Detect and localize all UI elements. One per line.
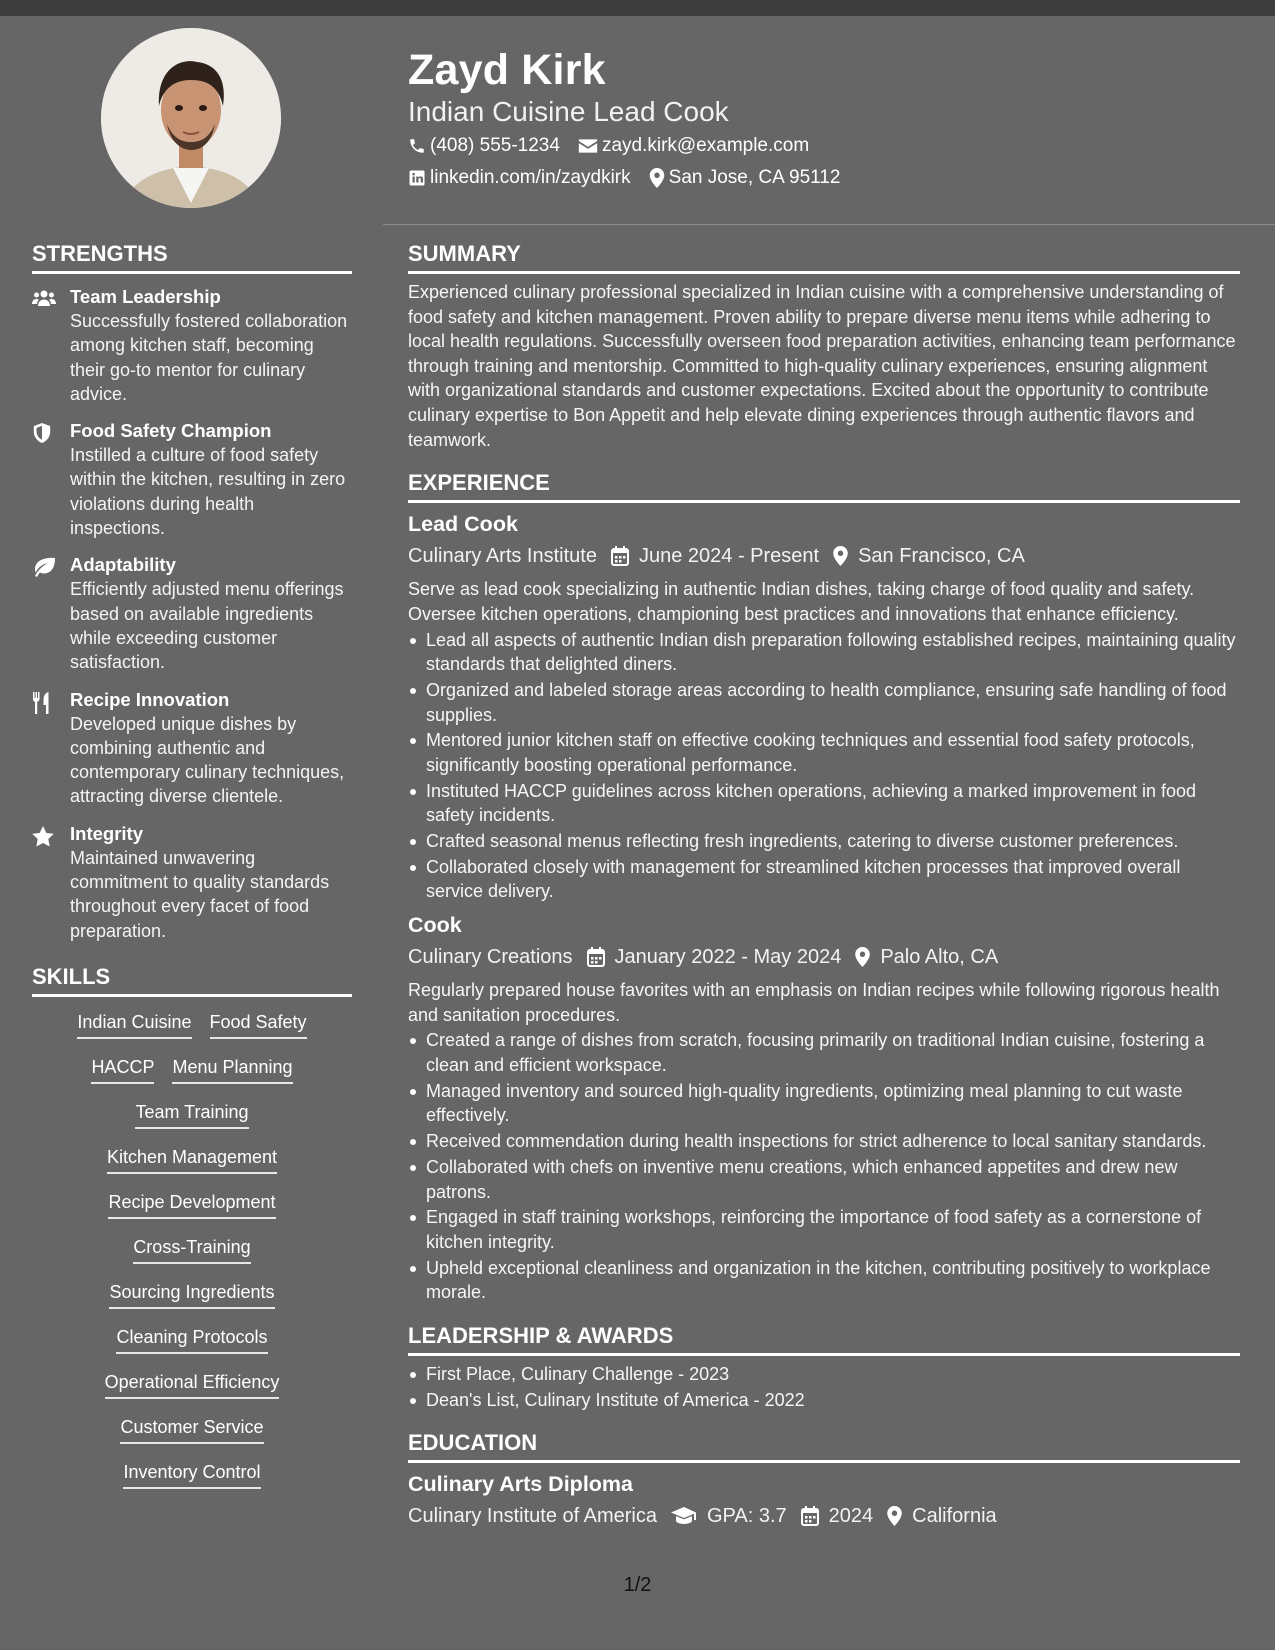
email-text: zayd.kirk@example.com <box>601 135 810 156</box>
strengths-heading: STRENGTHS <box>32 239 352 274</box>
shield-icon <box>32 423 52 443</box>
list-item: Instituted HACCP guidelines across kitchen operations, achieving a marked improvement in food safety incidents. <box>426 779 1240 828</box>
linkedin-icon <box>408 169 426 187</box>
list-item: Organized and labeled storage areas according to health compliance, ensuring safe handling of food supplies. <box>426 678 1240 727</box>
skills-list <box>32 1009 352 1504</box>
calendar-icon <box>611 546 629 566</box>
header-divider <box>383 224 1275 225</box>
list-item: Managed inventory and sourced high-quality ingredients, optimizing meal planning to cut waste effectively. <box>426 1079 1240 1128</box>
phone-contact[interactable] <box>408 133 560 159</box>
location-contact <box>649 165 841 191</box>
strength-item <box>32 822 352 943</box>
map-pin-icon <box>649 168 665 188</box>
skill-tag: Operational Efficiency <box>105 1369 280 1399</box>
star-icon <box>32 826 54 847</box>
skill-tag: Kitchen Management <box>107 1144 277 1174</box>
list-item: Collaborated with chefs on inventive menu creations, which enhanced appetites and drew new patrons. <box>426 1155 1240 1204</box>
job-meta <box>408 541 1240 571</box>
job-role: Lead Cook <box>408 512 518 537</box>
skill-tag: Inventory Control <box>123 1459 260 1489</box>
list-item: Mentored junior kitchen staff on effective cooking techniques and essential food safety protocols, significantly boosting operational performance. <box>426 728 1240 777</box>
contact-row-2 <box>408 165 858 191</box>
list-item: First Place, Culinary Challenge - 2023 <box>426 1362 1240 1387</box>
job-description: Regularly prepared house favorites with an emphasis on Indian recipes while following rigorous health and sanitation procedures. <box>408 980 1220 1025</box>
strength-description: Developed unique dishes by combining authentic and contemporary culinary techniques, attracting diverse clientele. <box>70 713 345 807</box>
job-title: Indian Cuisine Lead Cook <box>408 96 729 127</box>
skill-tag: Cleaning Protocols <box>116 1324 267 1354</box>
profile-photo <box>101 28 281 208</box>
education-meta <box>408 1501 1240 1531</box>
experience-heading: EXPERIENCE <box>408 468 1240 503</box>
job-role: Cook <box>408 913 462 937</box>
list-item: Received commendation during health inspections for strict adherence to local sanitary standards. <box>426 1129 1240 1154</box>
job-organization: Culinary Creations <box>408 946 573 968</box>
strength-description: Maintained unwavering commitment to quality standards throughout every facet of food preparation. <box>70 847 330 941</box>
users-icon <box>32 289 56 307</box>
envelope-icon <box>578 138 598 154</box>
skill-tag: Menu Planning <box>172 1054 292 1084</box>
job-bullets <box>408 1028 1240 1304</box>
list-item: Crafted seasonal menus reflecting fresh ingredients, catering to diverse customer preferences. <box>426 829 1240 854</box>
skill-tag: Cross-Training <box>133 1234 250 1264</box>
summary-text: Experienced culinary professional specialized in Indian cuisine with a comprehensive understanding of food safety and kitchen management. Proven ability to prepare diverse menu items while adhering to local health regulations. Successfully overseen food preparation activities, enhancing team performance through training and mentorship. Committed to high-quality culinary experiences, ensuring alignment with organizational standards and customer expectations. Excited about the opportunity to contribute culinary expertise to Bon Appetit and help elevate dining experiences through authentic flavors and teamwork. <box>408 282 1236 450</box>
linkedin-contact[interactable] <box>408 165 631 191</box>
map-pin-icon <box>833 546 848 566</box>
job-entry <box>408 509 1240 904</box>
map-pin-icon <box>855 947 870 967</box>
job-dates: June 2024 - Present <box>638 545 820 568</box>
page-number: 1/2 <box>623 1574 652 1596</box>
right-column <box>408 239 1240 1531</box>
education-location: California <box>912 1505 997 1528</box>
strength-title: Food Safety Champion <box>70 420 272 442</box>
list-item: Lead all aspects of authentic Indian dish preparation following established recipes, maintaining quality standards that delighted diners. <box>426 628 1240 677</box>
job-meta <box>408 942 1240 972</box>
skills-heading: SKILLS <box>32 962 352 997</box>
skill-tag: Sourcing Ingredients <box>109 1279 274 1309</box>
candidate-name: Zayd Kirk <box>408 46 606 94</box>
list-item: Engaged in staff training workshops, reinforcing the importance of food safety as a cornerstone of kitchen integrity. <box>426 1205 1240 1254</box>
leaf-icon <box>32 557 56 577</box>
degree-title: Culinary Arts Diploma <box>408 1472 633 1497</box>
skill-tag: Team Training <box>135 1099 248 1129</box>
awards-list <box>408 1362 1240 1412</box>
strength-description: Successfully fostered collaboration among kitchen staff, becoming their go-to mentor for culinary advice. <box>70 311 348 404</box>
skill-tag: Recipe Development <box>108 1189 275 1219</box>
job-entry <box>408 910 1240 1305</box>
skill-tag: Food Safety <box>210 1009 307 1039</box>
skill-tag: Indian Cuisine <box>77 1009 191 1039</box>
contact-row-1 <box>408 133 827 159</box>
phone-icon <box>408 137 426 155</box>
linkedin-text: linkedin.com/in/zaydkirk <box>430 167 631 188</box>
top-bar <box>0 0 1275 16</box>
job-bullets <box>408 628 1240 904</box>
list-item: Collaborated closely with management for streamlined kitchen processes that improved overall service delivery. <box>426 855 1240 904</box>
map-pin-icon <box>887 1506 902 1526</box>
strength-item <box>32 285 352 406</box>
job-location: San Francisco, CA <box>858 545 1025 568</box>
education-heading: EDUCATION <box>408 1428 1240 1463</box>
skill-tag: Customer Service <box>120 1414 263 1444</box>
strength-title: Team Leadership <box>70 286 221 307</box>
job-description: Serve as lead cook specializing in authentic Indian dishes, taking charge of food quality and safety. Oversee kitchen operations, championing best practices and innovations that enhance efficiency. <box>408 579 1195 624</box>
strength-description: Instilled a culture of food safety within the kitchen, resulting in zero violations during health inspections. <box>70 445 346 539</box>
list-item: Created a range of dishes from scratch, focusing primarily on traditional Indian cuisine, fostering a clean and efficient workspace. <box>426 1028 1240 1077</box>
strength-item <box>32 688 352 809</box>
strength-title: Recipe Innovation <box>70 688 230 710</box>
left-column <box>32 239 352 1504</box>
graduation-cap-icon <box>671 1507 697 1525</box>
awards-heading: LEADERSHIP & AWARDS <box>408 1321 1240 1356</box>
phone-text: (408) 555-1234 <box>430 135 560 156</box>
calendar-icon <box>587 947 605 967</box>
strength-item <box>32 419 352 540</box>
job-dates: January 2022 - May 2024 <box>614 946 842 968</box>
skill-tag: HACCP <box>91 1054 154 1084</box>
school-name: Culinary Institute of America <box>408 1505 657 1528</box>
graduation-year: 2024 <box>828 1505 874 1528</box>
location-text: San Jose, CA 95112 <box>668 167 841 188</box>
utensils-icon <box>32 692 50 714</box>
strength-item <box>32 553 352 674</box>
gpa-text: GPA: 3.7 <box>707 1505 787 1528</box>
strength-description: Efficiently adjusted menu offerings based on available ingredients while exceeding customer satisfaction. <box>70 579 344 673</box>
job-organization: Culinary Arts Institute <box>408 545 597 568</box>
summary-heading: SUMMARY <box>408 239 1240 274</box>
strength-title: Adaptability <box>70 554 176 576</box>
job-location: Palo Alto, CA <box>880 946 999 968</box>
email-contact[interactable] <box>578 133 809 159</box>
list-item: Dean's List, Culinary Institute of America - 2022 <box>426 1388 1240 1413</box>
calendar-icon <box>801 1506 819 1526</box>
list-item: Upheld exceptional cleanliness and organization in the kitchen, contributing positively to workplace morale. <box>426 1256 1240 1305</box>
strength-title: Integrity <box>70 822 143 844</box>
